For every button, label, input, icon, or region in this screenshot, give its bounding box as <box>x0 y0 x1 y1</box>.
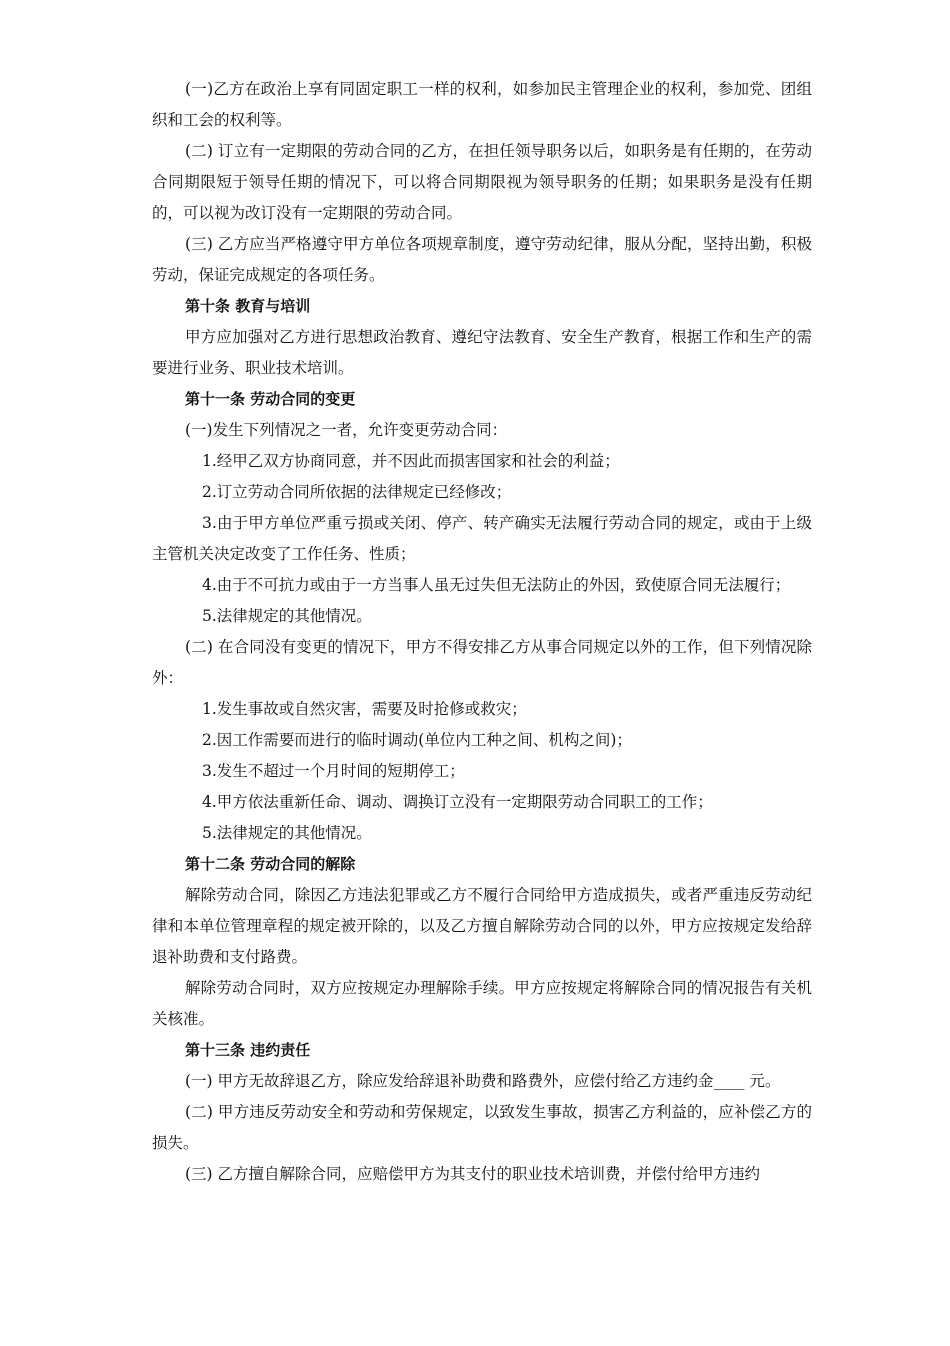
paragraph-penalty-safety: (二) 甲方违反劳动安全和劳动和劳保规定，以致发生事故，损害乙方利益的，应补偿乙方的损失。 <box>152 1103 812 1152</box>
paragraph-change-conditions: (一)发生下列情况之一者，允许变更劳动合同： <box>185 421 508 439</box>
list-item: 1.经甲乙双方协商同意，并不因此而损害国家和社会的利益； <box>202 452 620 470</box>
article-10-heading: 第十条 教育与培训 <box>185 297 311 315</box>
list-item: 4.由于不可抗力或由于一方当事人虽无过失但无法防止的外因，致使原合同无法履行； <box>202 576 791 594</box>
list-item: 2.因工作需要而进行的临时调动(单位内工种之间、机构之间)； <box>202 731 632 749</box>
list-item: 5.法律规定的其他情况。 <box>202 607 372 625</box>
paragraph-termination: 解除劳动合同，除因乙方违法犯罪或乙方不履行合同给甲方造成损失，或者严重违反劳动纪律和本单位管理章程的规定被开除的，以及乙方擅自解除劳动合同的以外，甲方应按规定发给辞退补助费和支付路费。 <box>152 886 812 966</box>
article-11-heading: 第十一条 劳动合同的变更 <box>185 390 356 408</box>
paragraph-leadership-term: (二) 订立有一定期限的劳动合同的乙方，在担任领导职务以后，如职务是有任期的，在劳动合同期限短于领导任期的情况下，可以将合同期限视为领导职务的任期；如果职务是没有任期的，可以视为改订没有一定期限的劳动合同。 <box>152 142 812 222</box>
list-item: 3.发生不超过一个月时间的短期停工； <box>202 762 465 780</box>
document-page <box>152 74 812 1190</box>
paragraph-termination-procedure: 解除劳动合同时，双方应按规定办理解除手续。甲方应按规定将解除合同的情况报告有关机关核准。 <box>152 979 812 1028</box>
list-item: 3.由于甲方单位严重亏损或关闭、停产、转产确实无法履行劳动合同的规定，或由于上级主管机关决定改变了工作任务、性质； <box>152 514 812 563</box>
list-item: 4.甲方依法重新任命、调动、调换订立没有一定期限劳动合同职工的工作； <box>202 793 713 811</box>
article-13-heading: 第十三条 违约责任 <box>185 1041 311 1059</box>
paragraph-political-rights: (一)乙方在政治上享有同固定职工一样的权利，如参加民主管理企业的权利，参加党、团组织和工会的权利等。 <box>152 80 812 129</box>
paragraph-penalty-resignation: (三) 乙方擅自解除合同，应赔偿甲方为其支付的职业技术培训费，并偿付给甲方违约 <box>185 1165 761 1183</box>
paragraph-training: 甲方应加强对乙方进行思想政治教育、遵纪守法教育、安全生产教育，根据工作和生产的需要进行业务、职业技术培训。 <box>152 328 812 377</box>
article-12-heading: 第十二条 劳动合同的解除 <box>185 855 356 873</box>
paragraph-discipline: (三) 乙方应当严格遵守甲方单位各项规章制度，遵守劳动纪律，服从分配，坚持出勤，积极劳动，保证完成规定的各项任务。 <box>152 235 812 284</box>
paragraph-no-extra-work: (二) 在合同没有变更的情况下，甲方不得安排乙方从事合同规定以外的工作，但下列情况除外： <box>152 638 812 687</box>
list-item: 1.发生事故或自然灾害，需要及时抢修或救灾； <box>202 700 527 718</box>
paragraph-penalty-dismissal: (一) 甲方无故辞退乙方，除应发给辞退补助费和路费外，应偿付给乙方违约金____ 元。 <box>185 1072 781 1090</box>
list-item: 5.法律规定的其他情况。 <box>202 824 372 842</box>
list-item: 2.订立劳动合同所依据的法律规定已经修改； <box>202 483 512 501</box>
